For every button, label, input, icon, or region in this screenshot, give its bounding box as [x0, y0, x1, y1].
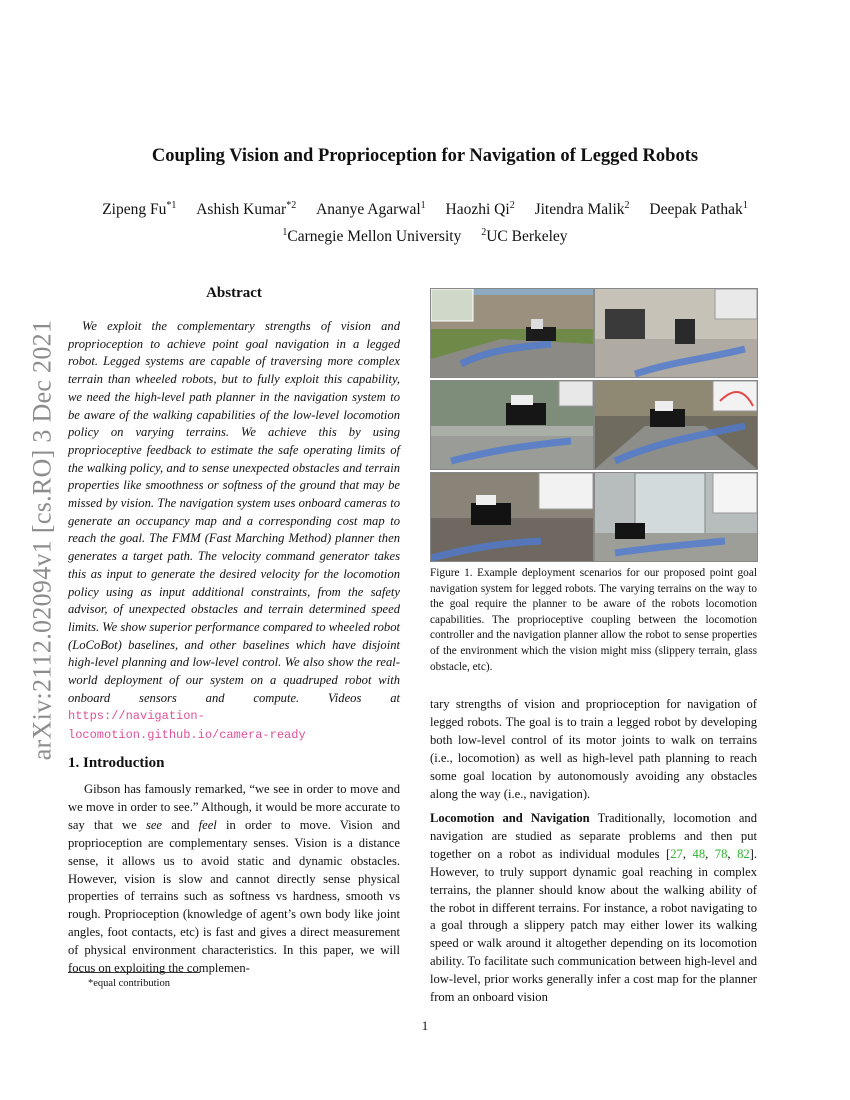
introduction-continued: tary strengths of vision and proprioception for navigation of legged robots. The goal is to train a legged robot by developing both low-level control of its motor joints to walk on terrains (i.e., locomotion) as well as high-level path planning to reach some goal location by autonomously avoiding any obstacles along the way (i.e., navigation).: [430, 697, 757, 801]
author: Ashish Kumar$^{*2}$: [196, 200, 297, 219]
citation-link[interactable]: 48: [692, 846, 706, 861]
project-link[interactable]: https://navigation-locomotion.github.io/camera-ready: [68, 709, 306, 743]
photo-outdoor-lawn: [430, 288, 594, 378]
affiliation-list: [0, 227, 850, 246]
photo-indoor-room: [430, 472, 594, 562]
introduction-heading: 1. Introduction: [68, 755, 165, 771]
locomotion-navigation-paragraph: Locomotion and Navigation Traditionally, locomotion and navigation are studied as separate problems and then put together on a robot as individual modules [27, 48, 78, 82]. However, to truly support dynamic goal reaching in complex terrains, the planner should know about the walking ability of the robot in different terrains. For instance, a robot navigating to a goal through a slippery patch may either lower its walking speed or walk around it altogether depending on its locomotion ability. To facilitate such communication between high-level and low-level, prior works generally infer a cost map for the planner from an onboard vision: [430, 811, 758, 1005]
footnote-rule: [68, 972, 200, 973]
affiliation: $^2$UC Berkeley: [481, 227, 568, 246]
footnote: *equal contribution: [88, 978, 170, 989]
author: Ananye Agarwal$^1$: [316, 200, 426, 219]
abstract-heading: Abstract: [206, 285, 262, 301]
photo-indoor-hallway: [594, 288, 758, 378]
author: Deepak Pathak$^1$: [649, 200, 748, 219]
photo-glass-door: [594, 472, 758, 562]
page-number: 1: [421, 1018, 429, 1033]
paper-title: Coupling Vision and Proprioception for Navigation of Legged Robots: [151, 146, 699, 166]
figure-1-photo-grid: [430, 288, 756, 560]
author: Haozhi Qi$^2$: [445, 200, 515, 219]
paragraph-runin-heading: Locomotion and Navigation: [430, 811, 590, 825]
photo-indoor-slippery-floor: [430, 380, 594, 470]
author-list: [0, 200, 850, 219]
affiliation: $^1$Carnegie Mellon University: [282, 227, 462, 246]
author: Zipeng Fu$^{*1}$: [102, 200, 177, 219]
figure-1-caption: Figure 1. Example deployment scenarios for our proposed point goal navigation system for legged robots. The varying terrains on the way to the goal require the planner to be aware of the robots locomotion capabilities. The proprioceptive coupling between the locomotion controller and the navigation planner allow the robot to sense properties of the environment which the vision might miss (slippery terrain, glass obstacle, etc).: [430, 567, 757, 673]
author: Jitendra Malik$^2$: [534, 200, 630, 219]
citation-link[interactable]: 27: [670, 846, 683, 861]
citation-link[interactable]: 78: [714, 846, 728, 861]
arxiv-id: arXiv:2112.02094v1 [cs.RO] 3 Dec 2021: [27, 319, 57, 761]
citation-link[interactable]: 82: [737, 846, 750, 861]
introduction-paragraph: Gibson has famously remarked, “we see in order to move and we move in order to see.” Although, it would be more accurate to say that we see and feel in order to move. Vision and proprioception are complementary senses. Vision is a distance sense, it allows us to avoid static and dynamic obstacles. However, vision is slow and cannot directly sense physical properties of terrains such as softness vs hardness, smooth vs rough. Proprioception (knowledge of agent’s own body like joint angles, foot contacts, etc) is fast and gives a direct measurement of physical environment characteristics. In this paper, we will focus on exploiting the complemen-: [68, 782, 401, 976]
abstract-body: We exploit the complementary strengths of vision and proprioception to achieve point goal navigation in a legged robot. Legged systems are capable of traversing more complex terrain than wheeled robots, but to fully exploit this capability, we need the high-level path planner in the navigation system to be aware of the walking capabilities of the low-level locomotion policy on varying terrains. We achieve this by using proprioceptive feedback to estimate the safe operating limits of the walking policy, and to sense unexpected obstacles and terrain properties like smoothness or softness of the ground that may be missed by vision. The navigation system uses onboard cameras to generate an occupancy map and a corresponding cost map to reach the goal. The FMM (Fast Marching Method) planner then generates a target path. The velocity command generator takes this as input to generate the desired velocity for the locomotion policy using as input additional constraints, from the safety advisor, of unexpected obstacles and terrain determined speed limits. We show superior performance compared to wheeled robot (LoCoBot) baselines, and other baselines which have disjoint high-level planning and low-level control. We also show the real-world deployment of our system on a quadruped robot with onboard sensors and compute. Videos at https://navigation-locomotion.github.io/camera-ready: [68, 319, 400, 743]
photo-outdoor-path: [594, 380, 758, 470]
arxiv-stamp: [22, 300, 62, 780]
